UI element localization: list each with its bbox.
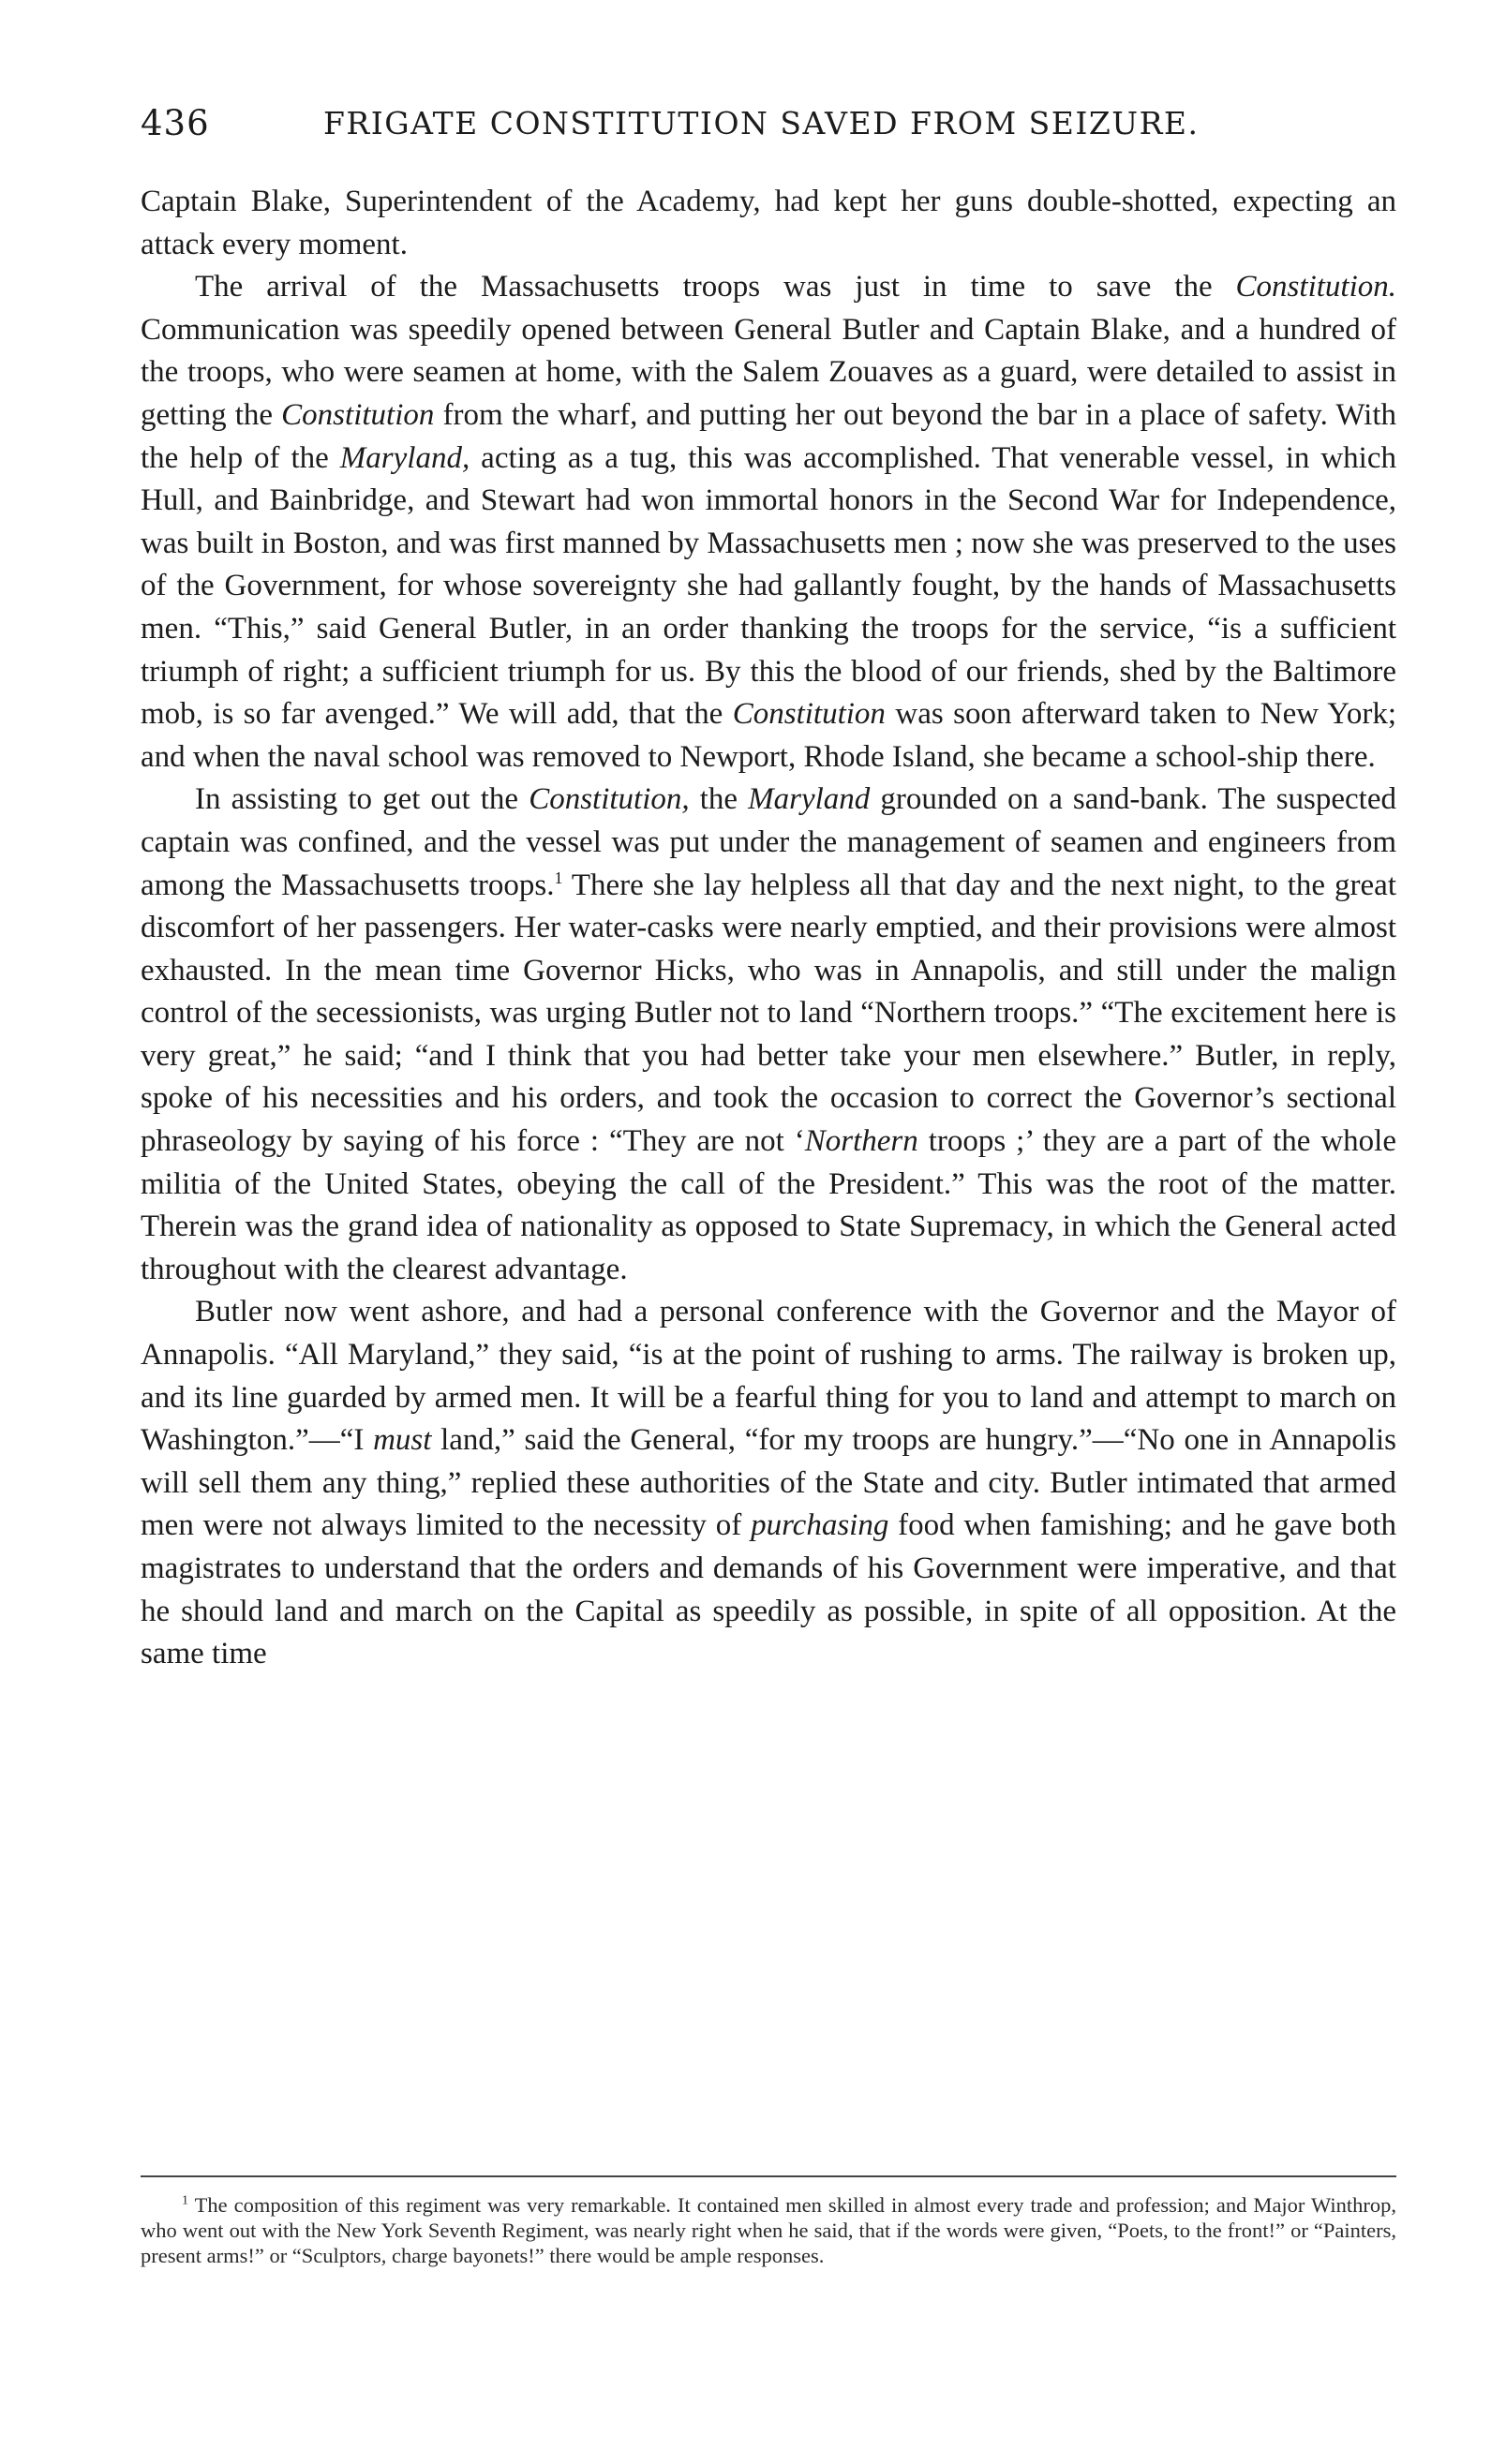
text-span: troops ;’ they are a part of the whole militia of the United States, obeying the call of the President.” This was the root of the matter. Therein was the grand idea of nationality as opposed to State Supremacy, in which the General acted throughout with the clearest advantage.: [141, 1124, 1396, 1286]
italic-emphasis: must: [373, 1423, 432, 1458]
italic-ship-name: Constitution: [732, 697, 886, 732]
page-number: 436: [141, 103, 210, 143]
running-title: FRIGATE CONSTITUTION SAVED FROM SEIZURE.: [323, 105, 1200, 141]
text-span: The arrival of the Massachusetts troops was just in time to save the: [195, 270, 1236, 304]
italic-ship-name: Maryland: [748, 782, 871, 817]
footnotes: [141, 2192, 1396, 2268]
italic-ship-name: Constitution.: [1235, 270, 1396, 304]
italic-ship-name: Constitution,: [529, 782, 690, 817]
body-text: [141, 181, 1396, 1676]
footnote-marker: 1: [182, 2193, 188, 2208]
text-span: Captain Blake, Superintendent of the Academy, had kept her guns double-shotted, expecting an attack every moment.: [141, 185, 1396, 261]
text-span: from the wharf, and putting her out beyond the bar in a place of safety. With the help of the: [141, 397, 1397, 475]
italic-ship-name: Constitution: [281, 397, 435, 432]
text-span: Communication was speedily opened between General Butler and Captain Blake, and a hundred of the troops, who were seamen at home, with the Salem Zouaves as a guard, were detailed to assist in getting the: [141, 312, 1396, 432]
page-header: [141, 103, 1401, 150]
footnote-text: The composition of this regiment was very remarkable. It contained men skilled in almost every trade and profession; and Major Winthrop, who went out with the New York Seventh Regiment, was nearly right when he said, that if the words were given, “Poets, to the front!” or “Painters, present arms!” or “Sculptors, charge bayonets!” there would be ample responses.: [141, 2193, 1396, 2267]
italic-ship-name: Maryland,: [339, 440, 470, 475]
paragraph-4: [141, 1291, 1396, 1675]
text-span: food when famishing; and he gave both magistrates to understand that the orders and demands of his Government were imperative, and that he should land and march on the Capital as speedily as possible, in spite of all opposition. At the same time: [141, 1508, 1396, 1671]
italic-emphasis: Northern: [804, 1124, 918, 1159]
italic-emphasis: purchasing: [751, 1508, 889, 1543]
text-span: acting as a tug, this was accomplished. That venerable vessel, in which Hull, and Bainbridge, and Stewart had won immortal honors in the Second War for Independence, was built in Boston, and was first manned by Massachusetts men ; now she was preserved to the uses of the Government, for whose sovereignty she had gallantly fought, by the hands of Massachusetts men. “This,” said General Butler, in an order thanking the troops for the service, “is a sufficient triumph of right; a sufficient triumph for us. By this the blood of our friends, shed by the Baltimore mob, is so far avenged.” We will add, that the: [141, 440, 1396, 732]
text-span: was soon afterward taken to New York; and when the naval school was removed to Newport, Rhode Island, she became a school-ship there.: [141, 697, 1396, 774]
footnote-divider: [141, 2175, 1396, 2177]
text-span: the: [689, 782, 749, 817]
text-span: In assisting to get out the: [195, 782, 529, 817]
text-span: grounded on a sand-bank. The suspected captain was confined, and the vessel was put under the management of seamen and engineers from among the Massachusetts troops.: [141, 782, 1396, 902]
text-span: land,” said the General, “for my troops are hungry.”—“No one in Annapolis will sell them any thing,” replied these authorities of the State and city. Butler intimated that armed men were not always limited to the necessity of: [141, 1423, 1396, 1543]
paragraph-2: [141, 266, 1396, 779]
paragraph-1: [141, 181, 1396, 266]
text-span: There she lay helpless all that day and the next night, to the great discomfort of her passengers. Her water-casks were nearly emptied, and their provisions were almost exhausted. In the mean time Governor Hicks, who was in Annapolis, and still under the malign control of the secessionists, was urging Butler not to land “Northern troops.” “The excitement here is very great,” he said; “and I think that you had better take your men elsewhere.” Butler, in reply, spoke of his necessities and his orders, and took the occasion to correct the Governor’s sectional phraseology by saying of his force : “They are not ‘: [141, 868, 1396, 1159]
footnote-1: [141, 2192, 1396, 2268]
paragraph-3: [141, 779, 1396, 1291]
footnote-reference: 1: [554, 868, 563, 887]
text-span: Butler now went ashore, and had a personal conference with the Governor and the Mayor of Annapolis. “All Maryland,” they said, “is at the point of rushing to arms. The railway is broken up, and its line guarded by armed men. It will be a fearful thing for you to land and attempt to march on Washington.”—“I: [141, 1295, 1396, 1458]
